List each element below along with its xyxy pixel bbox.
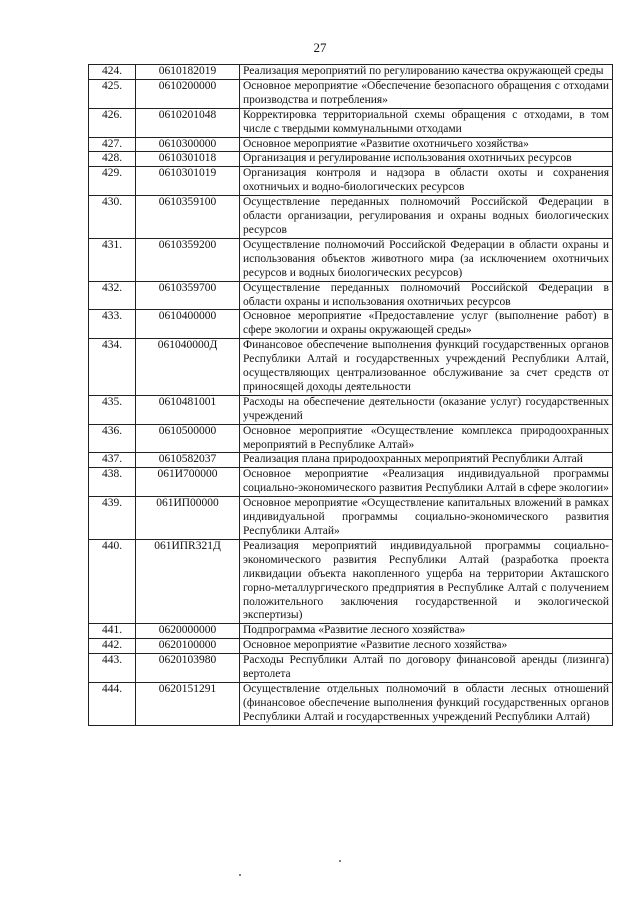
row-description: Расходы Республики Алтай по договору финансовой аренды (лизинга) вертолета	[240, 654, 613, 683]
table-row	[89, 137, 613, 152]
row-description: Осуществление отдельных полномочий в области лесных отношений (финансовое обеспечение выполнения функций государственных органов Республики Алтай и государственных учреждений Республики Алтай)	[240, 682, 613, 725]
table-row	[89, 310, 613, 339]
row-description: Осуществление переданных полномочий Российской Федерации в области организации, регулирования и охраны водных биологических ресурсов	[240, 196, 613, 239]
budget-code: 0610481001	[136, 395, 240, 424]
budget-code: 0610582037	[136, 453, 240, 468]
row-number: 434.	[89, 339, 136, 396]
table-body	[89, 65, 613, 726]
row-number: 442.	[89, 639, 136, 654]
budget-code: 0610301018	[136, 152, 240, 167]
table-row	[89, 624, 613, 639]
row-description: Основное мероприятие «Реализация индивидуальной программы социально-экономического развития Республики Алтай в сфере экологии»	[240, 468, 613, 497]
budget-code: 0610300000	[136, 137, 240, 152]
table-row	[89, 497, 613, 540]
row-number: 430.	[89, 196, 136, 239]
row-description: Основное мероприятие «Развитие охотничьего хозяйства»	[240, 137, 613, 152]
budget-code: 0620103980	[136, 654, 240, 683]
budget-code: 0610359100	[136, 196, 240, 239]
budget-code: 0610301019	[136, 167, 240, 196]
row-description: Основное мероприятие «Осуществление капитальных вложений в рамках индивидуальной программы социально-экономического развития Республики Алтай»	[240, 497, 613, 540]
budget-code: 061ИП00000	[136, 497, 240, 540]
row-number: 444.	[89, 682, 136, 725]
budget-code: 061И700000	[136, 468, 240, 497]
budget-code: 0610400000	[136, 310, 240, 339]
row-number: 440.	[89, 539, 136, 623]
budget-code: 0610359700	[136, 281, 240, 310]
row-number: 431.	[89, 238, 136, 281]
row-description: Расходы на обеспечение деятельности (оказание услуг) государственных учреждений	[240, 395, 613, 424]
table-row	[89, 238, 613, 281]
table-row	[89, 152, 613, 167]
row-description: Основное мероприятие «Развитие лесного хозяйства»	[240, 639, 613, 654]
row-description: Подпрограмма «Развитие лесного хозяйства»	[240, 624, 613, 639]
row-number: 429.	[89, 167, 136, 196]
row-number: 433.	[89, 310, 136, 339]
table-row	[89, 196, 613, 239]
table-row	[89, 639, 613, 654]
row-description: Реализация мероприятий индивидуальной программы социально-экономического развития Республики Алтай (разработка проекта ликвидации объекта накопленного ущерба на территории Акташского горно-металлургического предприятия в Республике Алтай с получением положительного заключения государственной и экологической экспертизы)	[240, 539, 613, 623]
row-number: 439.	[89, 497, 136, 540]
table-row	[89, 468, 613, 497]
table-row	[89, 79, 613, 108]
row-number: 432.	[89, 281, 136, 310]
table-row	[89, 424, 613, 453]
budget-code: 0610200000	[136, 79, 240, 108]
table-row	[89, 539, 613, 623]
row-description: Реализация плана природоохранных мероприятий Республики Алтай	[240, 453, 613, 468]
row-number: 438.	[89, 468, 136, 497]
row-number: 425.	[89, 79, 136, 108]
table-row	[89, 654, 613, 683]
table-row	[89, 395, 613, 424]
row-number: 443.	[89, 654, 136, 683]
scan-speck	[339, 860, 341, 862]
budget-code: 061040000Д	[136, 339, 240, 396]
row-number: 428.	[89, 152, 136, 167]
table-row	[89, 281, 613, 310]
budget-classification-table	[88, 64, 613, 726]
row-description: Корректировка территориальной схемы обращения с отходами, в том числе с твердыми коммунальными отходами	[240, 108, 613, 137]
table-row	[89, 108, 613, 137]
row-description: Основное мероприятие «Предоставление услуг (выполнение работ) в сфере экологии и охраны окружающей среды»	[240, 310, 613, 339]
row-number: 437.	[89, 453, 136, 468]
row-number: 436.	[89, 424, 136, 453]
row-description: Основное мероприятие «Осуществление комплекса природоохранных мероприятий в Республике Алтай»	[240, 424, 613, 453]
table-row	[89, 167, 613, 196]
row-description: Основное мероприятие «Обеспечение безопасного обращения с отходами производства и потребления»	[240, 79, 613, 108]
row-number: 426.	[89, 108, 136, 137]
scan-speck	[239, 874, 241, 876]
row-description: Осуществление переданных полномочий Российской Федерации в области охраны и использования охотничьих ресурсов	[240, 281, 613, 310]
budget-code: 0620151291	[136, 682, 240, 725]
row-description: Осуществление полномочий Российской Федерации в области охраны и использования объектов животного мира (за исключением охотничьих ресурсов и водных биологических ресурсов)	[240, 238, 613, 281]
row-description: Организация контроля и надзора в области охоты и сохранения охотничьих и водно-биологических ресурсов	[240, 167, 613, 196]
budget-code: 0610359200	[136, 238, 240, 281]
row-description: Финансовое обеспечение выполнения функций государственных органов Республики Алтай и государственных учреждений Республики Алтай, осуществляющих централизованное обслуживание за счет средств от приносящей доходы деятельности	[240, 339, 613, 396]
row-description: Организация и регулирование использования охотничьих ресурсов	[240, 152, 613, 167]
row-number: 424.	[89, 65, 136, 80]
budget-code: 0620100000	[136, 639, 240, 654]
budget-code: 0610500000	[136, 424, 240, 453]
row-number: 441.	[89, 624, 136, 639]
row-description: Реализация мероприятий по регулированию качества окружающей среды	[240, 65, 613, 80]
table-row	[89, 65, 613, 80]
budget-code: 0610201048	[136, 108, 240, 137]
row-number: 435.	[89, 395, 136, 424]
budget-code: 061ИПR321Д	[136, 539, 240, 623]
budget-code: 0610182019	[136, 65, 240, 80]
table-row	[89, 682, 613, 725]
table-row	[89, 339, 613, 396]
table-row	[89, 453, 613, 468]
row-number: 427.	[89, 137, 136, 152]
page-number: 27	[313, 40, 327, 55]
budget-code: 0620000000	[136, 624, 240, 639]
